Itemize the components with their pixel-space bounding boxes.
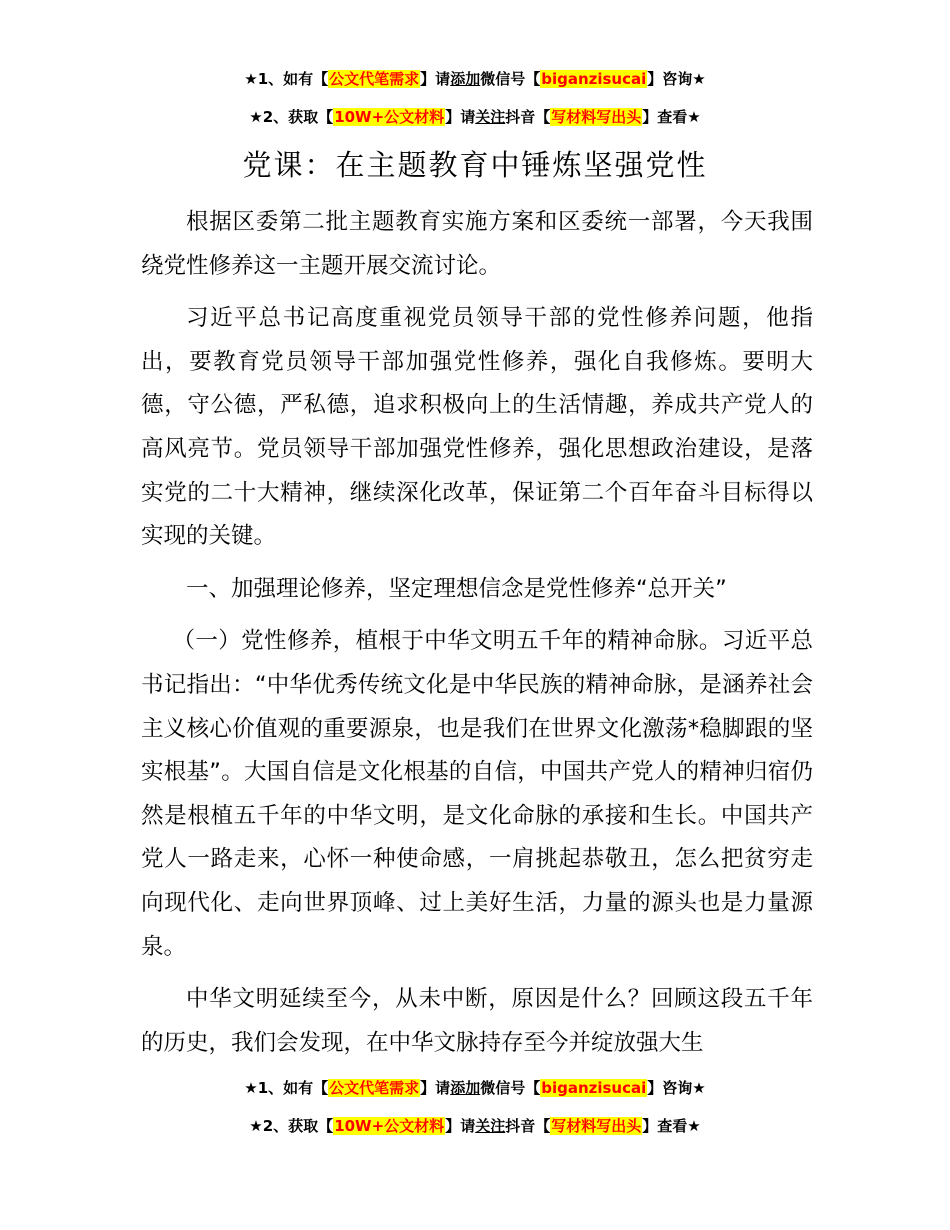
paragraph-body: 中华文明延续至今，从未中断，原因是什么？回顾这段五千年的历史，我们会发现，在中华文脉持存至今并绽放强大生 <box>141 986 813 1056</box>
banner-highlight: biganzisucai <box>541 70 647 88</box>
banner-emphasis: 关注 <box>475 1117 506 1135</box>
header-banner-line-2 <box>0 106 950 128</box>
banner-text: 】咨询★ <box>647 1079 706 1097</box>
footer-banner-line-1 <box>0 1077 950 1099</box>
document-title: 党课：在主题教育中锤炼坚强党性 <box>242 148 708 182</box>
banner-text: ★2、获取【 <box>249 108 334 126</box>
paragraph-intro: 根据区委第二批主题教育实施方案和区委统一部署，今天我围绕党性修养这一主题开展交流讨论。 <box>141 209 813 279</box>
section-heading: 一、加强理论修养，坚定理想信念是党性修养“总开关” <box>186 575 727 602</box>
banner-highlight: biganzisucai <box>541 1079 647 1097</box>
banner-emphasis: 添加 <box>450 1079 481 1097</box>
banner-text: ★1、如有【 <box>244 1079 329 1097</box>
banner-highlight: 10W+公文材料 <box>334 1117 445 1135</box>
banner-highlight: 写材料写出头 <box>551 1117 642 1135</box>
paragraph-body: 习近平总书记高度重视党员领导干部的党性修养问题，他指出，要教育党员领导干部加强党性修养，强化自我修炼。要明大德，守公德，严私德，追求积极向上的生活情趣，养成共产党人的高风亮节。党员领导干部加强党性修养，强化思想政治建设，是落实党的二十大精神，继续深化改革，保证第二个百年奋斗目标得以实现的关键。 <box>141 305 813 550</box>
banner-emphasis: 关注 <box>475 108 506 126</box>
banner-text: 】请 <box>420 1079 451 1097</box>
banner-text: 】查看★ <box>642 1117 701 1135</box>
banner-text: 】请 <box>445 108 476 126</box>
footer-banner-line-2 <box>0 1115 950 1137</box>
subsection-paragraph: （一）党性修养，植根于中华文明五千年的精神命脉。习近平总书记指出：“中华优秀传统文化是中华民族的精神命脉，是涵养社会主义核心价值观的重要源泉，也是我们在世界文化激荡*稳脚跟的坚实根基”。大国自信是文化根基的自信，中国共产党人的精神归宿仍然是根植五千年的中华文明，是文化命脉的承接和生长。中国共产党人一路走来，心怀一种使命感，一肩挑起恭敬丑，怎么把贫穷走向现代化、走向世界顶峰、过上美好生活，力量的源头也是力量源泉。 <box>141 628 813 960</box>
banner-text: 微信号【 <box>480 1079 541 1097</box>
banner-highlight: 10W+公文材料 <box>334 108 445 126</box>
banner-text: 】咨询★ <box>647 70 706 88</box>
header-banner-line-1 <box>0 68 950 90</box>
banner-text: ★1、如有【 <box>244 70 329 88</box>
banner-highlight: 公文代笔需求 <box>329 70 420 88</box>
document-body <box>141 201 813 1074</box>
banner-text: 抖音【 <box>505 1117 551 1135</box>
banner-text: 】查看★ <box>642 108 701 126</box>
banner-text: 微信号【 <box>480 70 541 88</box>
banner-text: 抖音【 <box>505 108 551 126</box>
banner-highlight: 写材料写出头 <box>551 108 642 126</box>
banner-highlight: 公文代笔需求 <box>329 1079 420 1097</box>
banner-text: 】请 <box>445 1117 476 1135</box>
banner-emphasis: 添加 <box>450 70 481 88</box>
banner-text: ★2、获取【 <box>249 1117 334 1135</box>
banner-text: 】请 <box>420 70 451 88</box>
